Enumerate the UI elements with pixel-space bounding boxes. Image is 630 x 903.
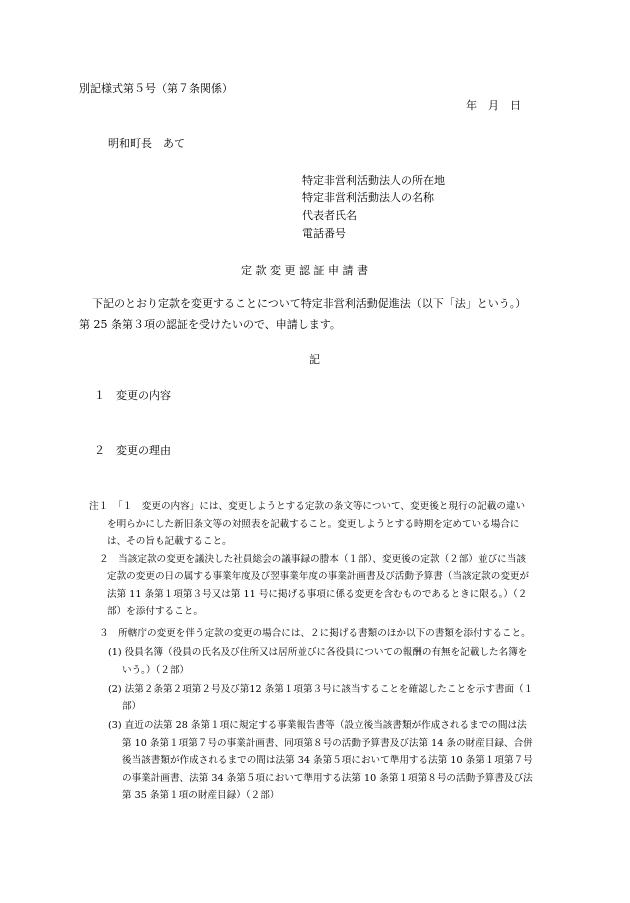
addressee: 明和町長 あて xyxy=(108,137,185,150)
representative-name: 代表者氏名 xyxy=(302,209,357,222)
sub-item-3-line-1: (3) 直近の法第 28 条第１項に規定する事業報告書等（設立後当該書類が作成されるまでの間は法 xyxy=(108,720,527,731)
note-1-line-3: は、その旨も記載すること。 xyxy=(107,536,232,547)
date-line: 年 月 日 xyxy=(466,99,521,112)
note-3-line-1: ３ 所轄庁の変更を伴う定款の変更の場合には、２に掲げる書類のほか以下の書類を添付すること。 xyxy=(99,628,531,639)
phone-number: 電話番号 xyxy=(302,227,346,240)
sub-item-3-line-4: の事業計画書、法第 34 条第５項において準用する法第 10 条第１項第８号の活動予算書及び法 xyxy=(122,773,533,784)
sub-item-1-line-2: いう。）（２部） xyxy=(122,665,190,676)
form-label: 別記様式第５号（第７条関係） xyxy=(79,82,233,95)
sub-item-1-line-1: (1) 役員名簿（役員の氏名及び住所又は居所並びに各役員についての報酬の有無を記載した名簿を xyxy=(108,647,528,658)
sub-item-2-line-1: (2) 法第２条第２項第２号及び第12 条第１項第３号に該当することを確認したことを示す書面（１ xyxy=(108,684,534,695)
body-line-1: 下記のとおり定款を変更することについて特定非営利活動促進法（以下「法」という。） xyxy=(92,297,527,310)
item-change-content: １ 変更の内容 xyxy=(94,389,171,402)
applicant-address: 特定非営利活動法人の所在地 xyxy=(302,174,445,187)
sub-item-3-line-3: 後当該書類が作成されるまでの間は法第 34 条第５項において準用する法第 10 条第１項第７号 xyxy=(122,755,533,766)
note-1-line-1: 注１ 「１ 変更の内容」には、変更しようとする定款の条文等について、変更後と現行の記載の違い xyxy=(89,501,526,512)
note-2-line-2: 定款の変更の日の属する事業年度及び翌事業年度の事業計画書及び活動予算書（当該定款の変更が xyxy=(107,571,530,582)
document-title: 定 款 変 更 認 証 申 請 書 xyxy=(241,264,368,277)
sub-item-2-line-2: 部） xyxy=(122,701,142,712)
body-line-2: 第 25 条第３項の認証を受けたいので、申請します。 xyxy=(79,318,341,331)
ki-heading: 記 xyxy=(309,353,320,366)
item-change-reason: ２ 変更の理由 xyxy=(94,444,171,457)
sub-item-3-line-5: 第 35 条第１項の財産目録）（２部） xyxy=(122,790,280,801)
note-2-line-4: 部）を添付すること。 xyxy=(107,606,203,617)
sub-item-3-line-2: 第 10 条第１項第７号の事業計画書、同項第８号の活動予算書及び法第 14 条の財産目録、合併 xyxy=(122,738,533,749)
note-1-line-2: を明らかにした新旧条文等の対照表を記載すること。変更しようとする時期を定めている場合に xyxy=(107,519,520,530)
applicant-name: 特定非営利活動法人の名称 xyxy=(302,191,434,204)
note-2-line-1: ２ 当該定款の変更を議決した社員総会の議事録の謄本（１部）、変更後の定款（２部）並びに当該 xyxy=(99,554,526,565)
note-2-line-3: 法第 11 条第１項第３号又は第 11 号に掲げる事項に係る変更を含むものであるときに限る。）（２ xyxy=(107,589,528,600)
